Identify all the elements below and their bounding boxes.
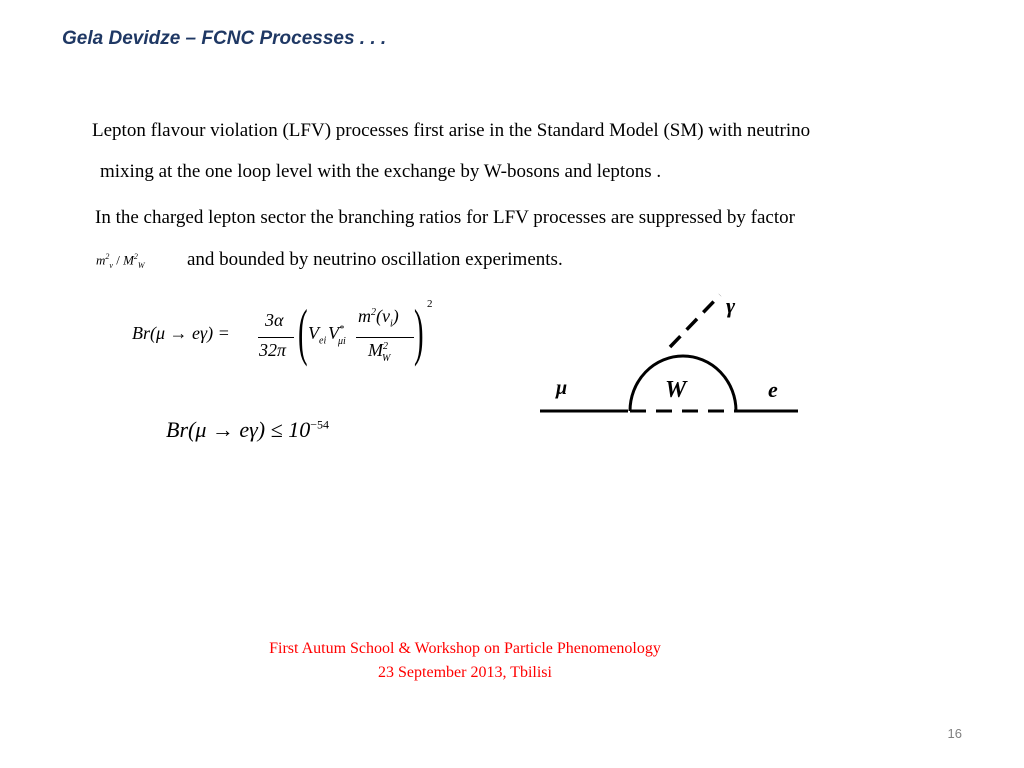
fraction-bar <box>258 337 294 338</box>
w-label: W <box>665 377 687 403</box>
paragraph-line-3: In the charged lepton sector the branching ratios for LFV processes are suppressed by factor <box>95 207 795 228</box>
mass-numerator: $m^2(\nu_i)$ <box>358 306 399 330</box>
branching-ratio-bound: $Br(\mu \to e\gamma) \le 10^{-54}$ <box>166 417 329 442</box>
gamma-label: γ <box>726 293 736 318</box>
formula-lhs: Br(μ → eγ) = <box>132 323 230 343</box>
outer-exponent: 2 <box>427 298 433 310</box>
right-paren: ) <box>414 296 424 367</box>
mass-denominator: $M^2_W$ <box>368 340 391 364</box>
mass-fraction-bar <box>356 337 414 338</box>
fraction-denominator: 32π <box>259 340 287 360</box>
paragraph-line-4: and bounded by neutrino oscillation experiments. <box>187 249 563 270</box>
photon-line <box>670 295 720 347</box>
v-ei: $V_{ei}$ <box>308 323 327 347</box>
feynman-diagram <box>530 285 820 425</box>
branching-ratio-formula <box>132 298 442 373</box>
suppression-factor: $m^2_\nu / M^2_W$ <box>96 252 145 270</box>
left-paren: ( <box>298 296 308 367</box>
paragraph-line-2: mixing at the one loop level with the exchange by W-bosons and leptons . <box>100 161 662 182</box>
page-number: 16 <box>947 726 962 741</box>
mu-label: μ <box>556 377 568 399</box>
footer-event: First Autum School & Workshop on Particle Phenomenology <box>269 640 661 657</box>
footer-date: 23 September 2013, Tbilisi <box>378 664 552 681</box>
v-mui-conj: $V^*_{\mu i}$ <box>328 323 346 347</box>
slide-header: Gela Devidze – FCNC Processes . . . <box>62 28 387 49</box>
paragraph-line-1: Lepton flavour violation (LFV) processes first arise in the Standard Model (SM) with neutrino <box>92 120 811 141</box>
e-label: e <box>768 377 778 402</box>
fraction-numerator: 3α <box>265 310 284 330</box>
